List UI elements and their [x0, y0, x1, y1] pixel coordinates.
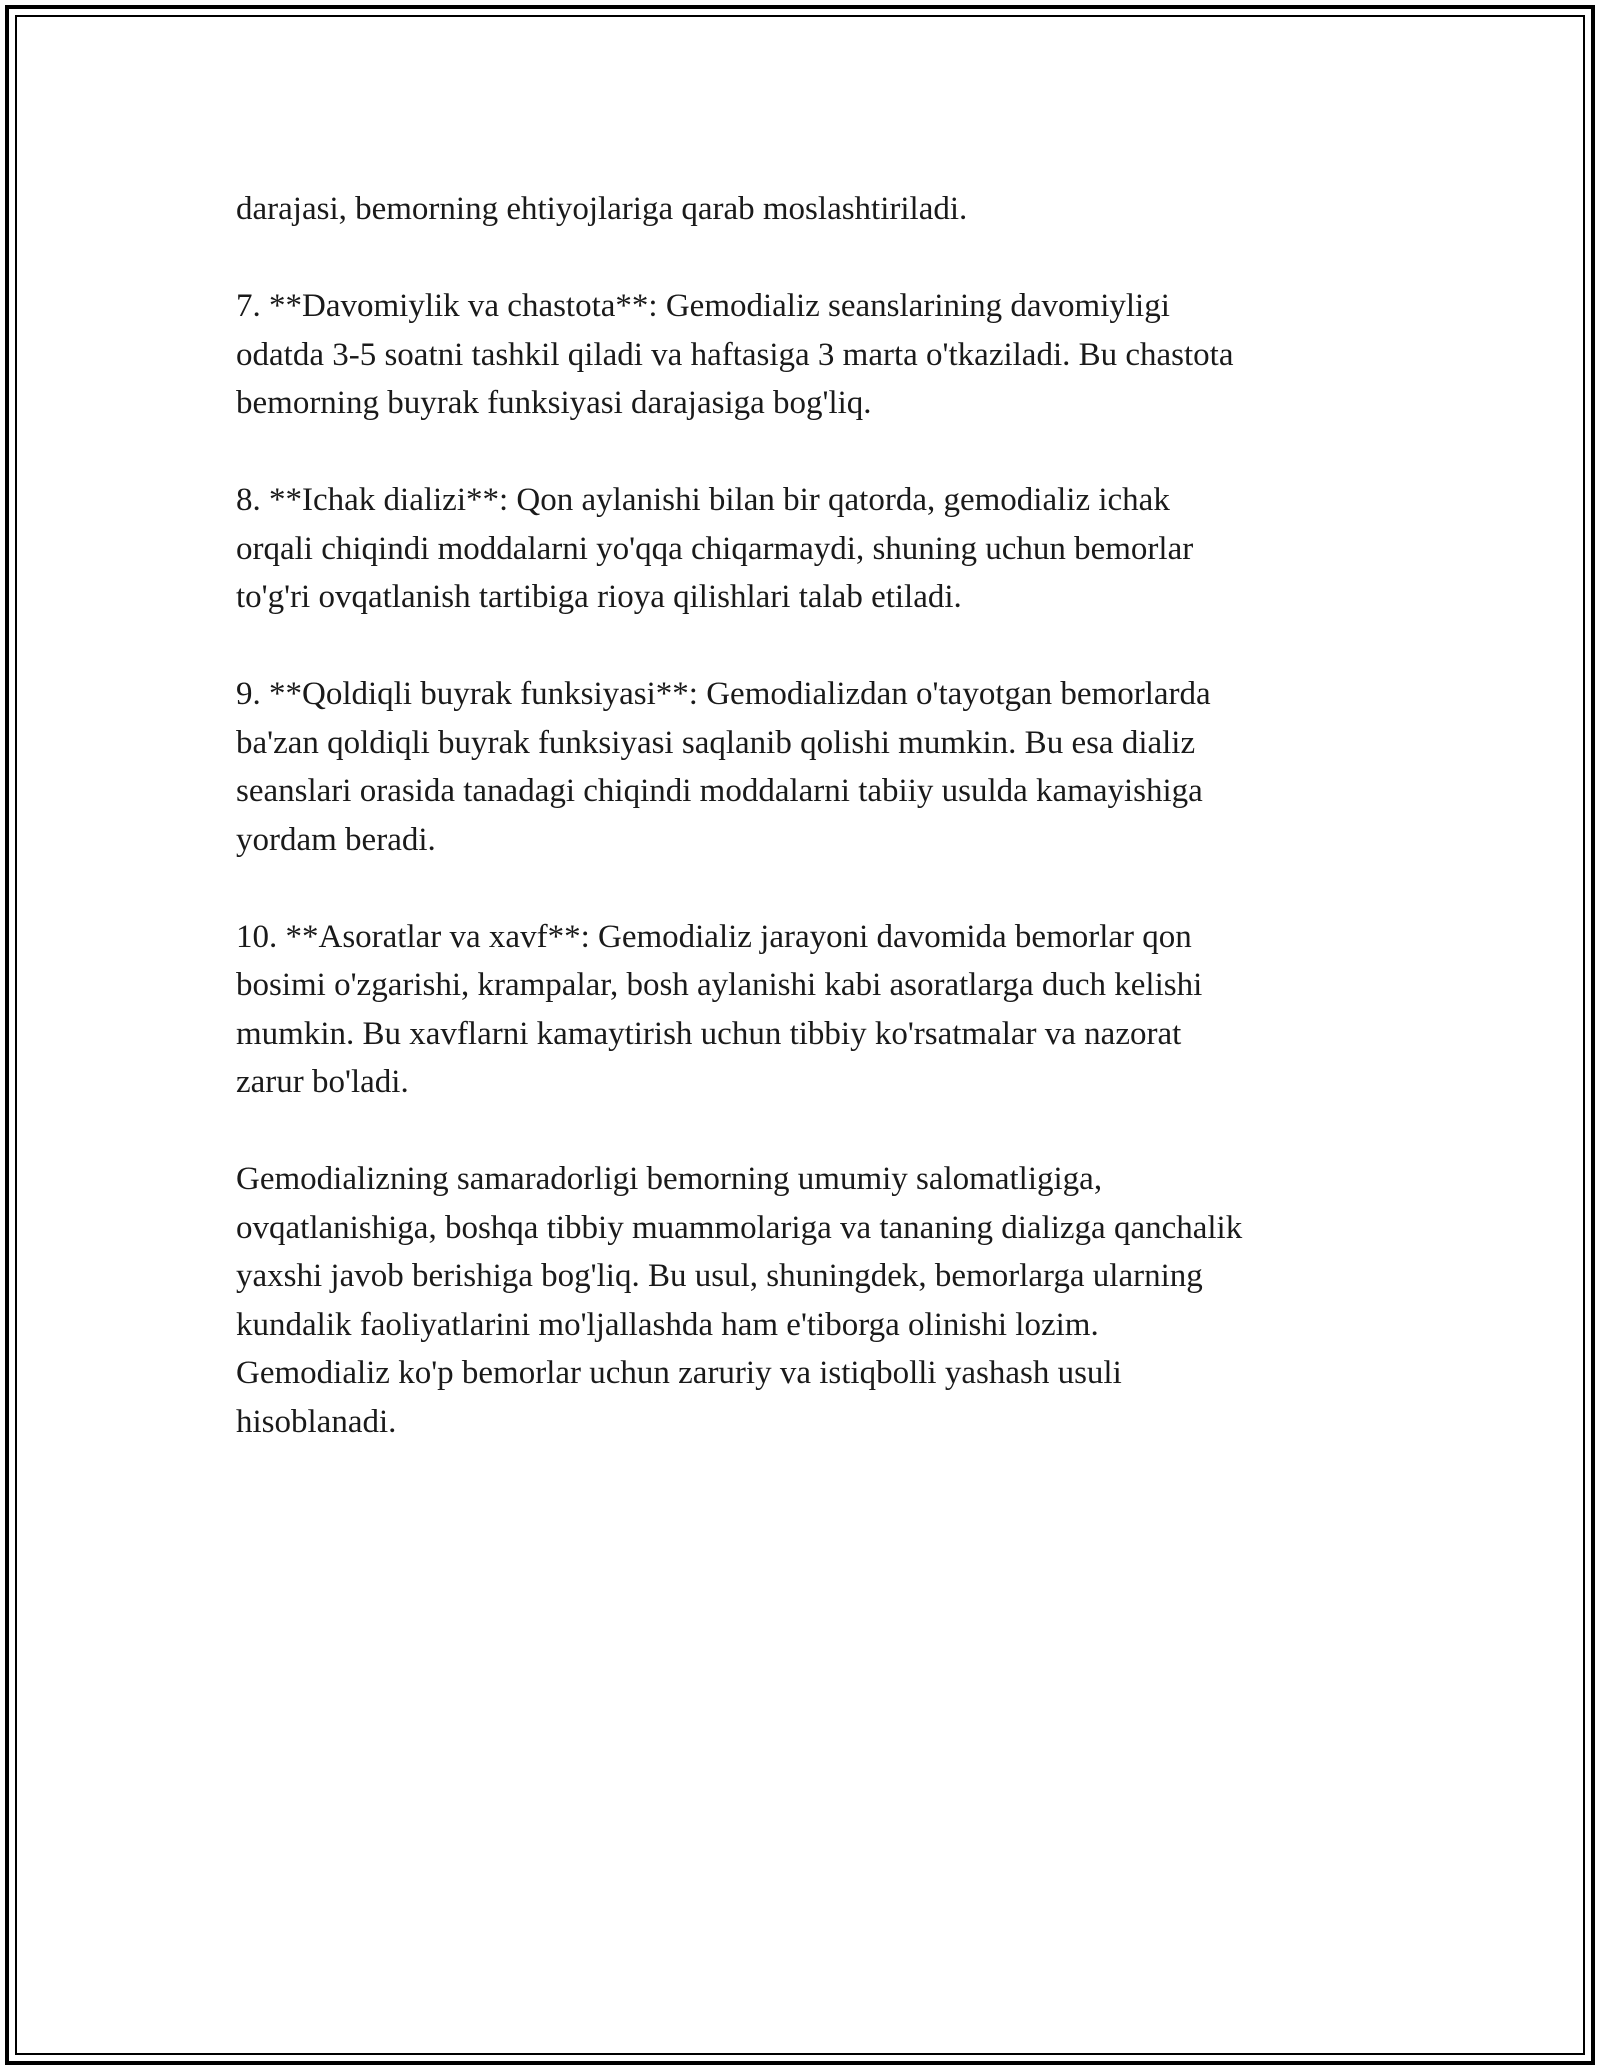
paragraph-item-9: 9. **Qoldiqli buyrak funksiyasi**: Gemodializdan o'tayotgan bemorlarda ba'zan qoldiqli buyrak funksiyasi saqlanib qolishi mumkin. Bu esa dializ seanslari orasida tanadagi chiqindi moddalarni tabiiy usulda kamayishiga yordam beradi.	[236, 676, 1211, 858]
paragraph-item-7: 7. **Davomiylik va chastota**: Gemodializ seanslarining davomiyligi odatda 3-5 soatni tashkil qiladi va haftasiga 3 marta o'tkaziladi. Bu chastota bemorning buyrak funksiyasi darajasiga bog'liq.	[236, 288, 1234, 421]
paragraph-spacer	[236, 428, 1366, 477]
paragraph-continuation: darajasi, bemorning ehtiyojlariga qarab moslashtiriladi.	[236, 191, 968, 227]
paragraph-spacer	[236, 234, 1366, 283]
paragraph-spacer	[236, 864, 1366, 913]
paragraph-spacer	[236, 1107, 1366, 1156]
paragraph-conclusion: Gemodializning samaradorligi bemorning umumiy salomatligiga, ovqatlanishiga, boshqa tibbiy muammolariga va tananing dializga qanchalik yaxshi javob berishiga bog'liq. Bu usul, shuningdek, bemorlarga ularning kundalik faoliyatlarini mo'ljallashda ham e'tiborga olinishi lozim. Gemodializ ko'p bemorlar uchun zaruriy va istiqbolli yashash usuli hisoblanadi.	[236, 1161, 1243, 1440]
paragraph-spacer	[236, 622, 1366, 671]
paragraph-item-8: 8. **Ichak dializi**: Qon aylanishi bilan bir qatorda, gemodializ ichak orqali chiqindi moddalarni yo'qqa chiqarmaydi, shuning uchun bemorlar to'g'ri ovqatlanish tartibiga rioya qilishlari talab etiladi.	[236, 482, 1194, 615]
paragraph-item-10: 10. **Asoratlar va xavf**: Gemodializ jarayoni davomida bemorlar qon bosimi o'zgarishi, krampalar, bosh aylanishi kabi asoratlarga duch kelishi mumkin. Bu xavflarni kamaytirish uchun tibbiy ko'rsatmalar va nazorat zarur bo'ladi.	[236, 918, 1203, 1100]
document-body	[236, 185, 1366, 1446]
